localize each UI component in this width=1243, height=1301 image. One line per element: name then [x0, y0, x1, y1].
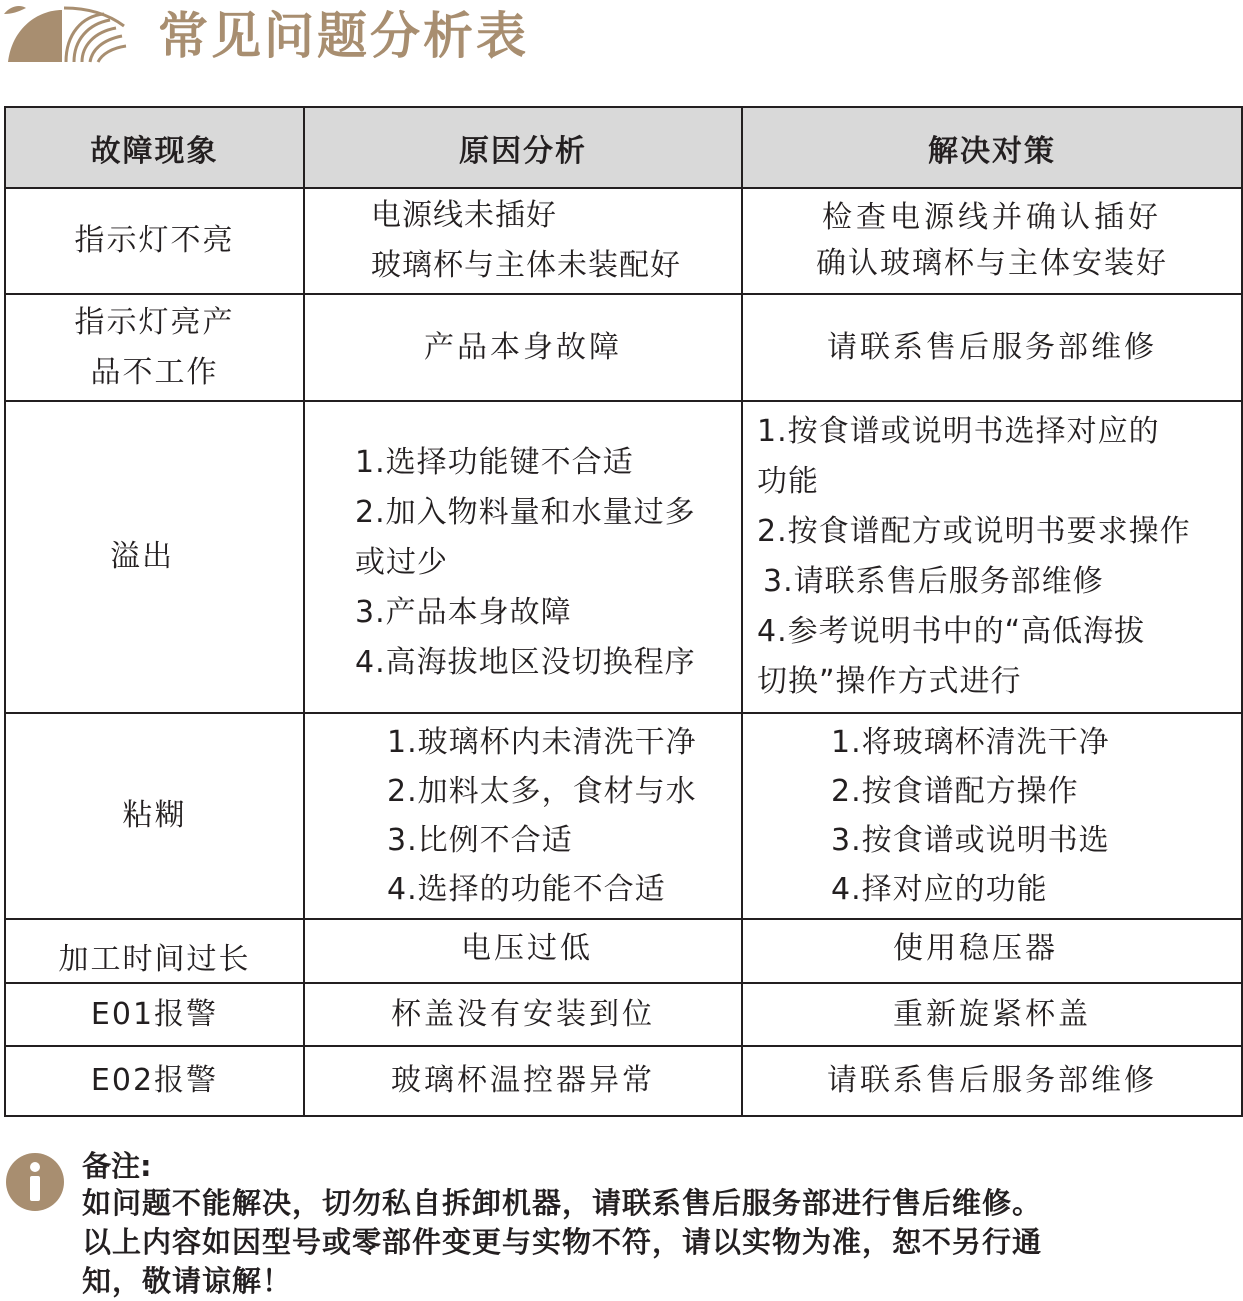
symptom-cell: 粘糊 — [5, 713, 304, 919]
table-row — [5, 1046, 1242, 1116]
page-title: 常见问题分析表 — [158, 7, 529, 65]
solution-cell: 请联系售后服务部维修 — [742, 294, 1242, 401]
table-header-row — [5, 107, 1242, 188]
info-icon — [6, 1153, 64, 1211]
table-row — [5, 401, 1242, 713]
column-header-solution: 解决对策 — [742, 107, 1242, 188]
symptom-cell: E02报警 — [5, 1046, 304, 1116]
table-row — [5, 188, 1242, 294]
solution-cell: 重新旋紧杯盖 — [742, 983, 1242, 1046]
symptom-cell: E01报警 — [5, 983, 304, 1046]
cause-cell: 电压过低 — [304, 919, 742, 983]
symptom-cell: 加工时间过长 — [5, 919, 304, 983]
note-title: 备注: — [82, 1149, 152, 1183]
note-line: 如问题不能解决，切勿私自拆卸机器，请联系售后服务部进行售后维修。 — [82, 1186, 1043, 1220]
solution-cell: 检查电源线并确认插好 确认玻璃杯与主体安装好 — [742, 188, 1242, 294]
cause-cell: 电源线未插好 玻璃杯与主体未装配好 — [304, 188, 742, 294]
note-text — [82, 1184, 1232, 1301]
solution-cell: 1.按食谱或说明书选择对应的 功能 2.按食谱配方或说明书要求操作 3.请联系售后服务部维修 4.参考说明书中的“高低海拔 切换”操作方式进行 — [742, 401, 1242, 713]
solution-cell: 使用稳压器 — [742, 919, 1242, 983]
note-line: 知，敬请谅解！ — [82, 1264, 293, 1298]
table-row — [5, 294, 1242, 401]
table-row — [5, 983, 1242, 1046]
symptom-cell: 指示灯亮产 品不工作 — [5, 294, 304, 401]
cause-cell: 1.玻璃杯内未清洗干净 2.加料太多，食材与水 3.比例不合适 4.选择的功能不合适 — [304, 713, 742, 919]
table-row — [5, 713, 1242, 919]
brand-logo-icon — [4, 4, 128, 66]
solution-cell: 1.将玻璃杯清洗干净 2.按食谱配方操作 3.按食谱或说明书选 4.择对应的功能 — [742, 713, 1242, 919]
column-header-symptom: 故障现象 — [5, 107, 304, 188]
cause-cell: 玻璃杯温控器异常 — [304, 1046, 742, 1116]
symptom-cell: 指示灯不亮 — [5, 188, 304, 294]
troubleshooting-table — [4, 106, 1243, 1117]
table-row — [5, 919, 1242, 983]
solution-cell: 请联系售后服务部维修 — [742, 1046, 1242, 1116]
cause-cell: 产品本身故障 — [304, 294, 742, 401]
note-line: 以上内容如因型号或零部件变更与实物不符，请以实物为准，恕不另行通 — [82, 1225, 1043, 1259]
column-header-cause: 原因分析 — [304, 107, 742, 188]
cause-cell: 杯盖没有安装到位 — [304, 983, 742, 1046]
symptom-cell: 溢出 — [5, 401, 304, 713]
cause-cell: 1.选择功能键不合适 2.加入物料量和水量过多 或过少 3.产品本身故障 4.高海拔地区没切换程序 — [304, 401, 742, 713]
